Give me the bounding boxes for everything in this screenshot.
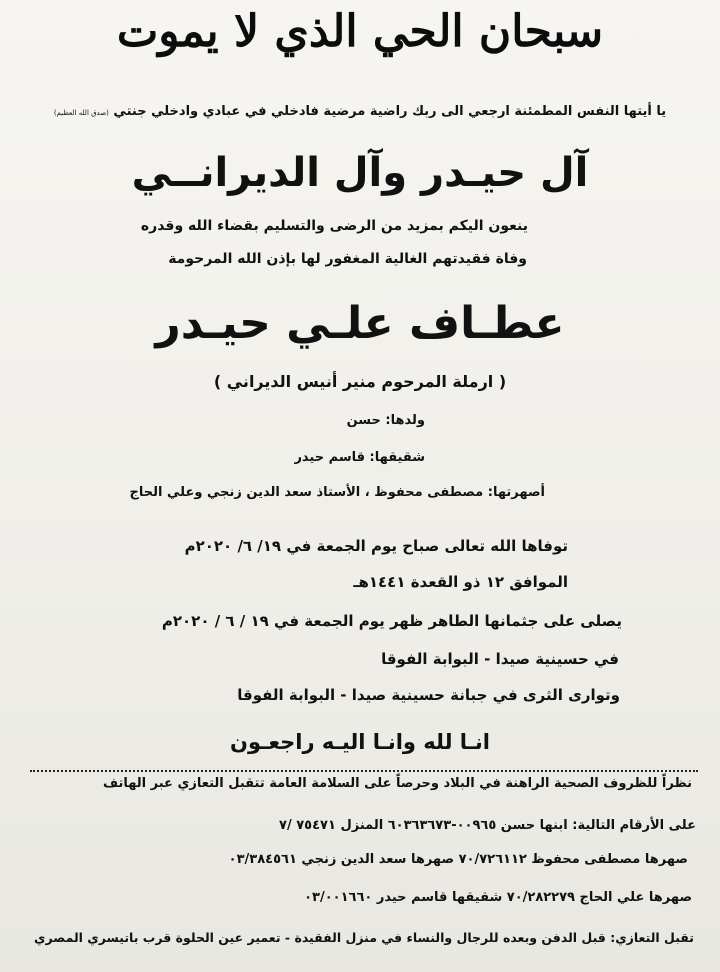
phone-line-1: على الأرقام التالية: ابنها حسن ٠٠٩٦٥-٦٠٣٦٣٦٧٣ المنزل ٧٥٤٧١ /٧ [279,818,696,833]
dotted-divider [30,770,698,772]
widow-of: ( ارملة المرحوم منير أنيس الديراني ) [213,372,507,391]
burial-place: وتوارى الثرى في جبانة حسينية صيدا - البوابة الفوقا [237,686,620,704]
funeral-prayer: يصلى على جثمانها الطاهر ظهر يوم الجمعة في ١٩ / ٦ / ٢٠٢٠م [161,612,622,630]
closing-verse: انـا لله وانـا اليـه راجعـون [230,730,490,754]
condolences-info: تقبل التعازي: قبل الدفن وبعده للرجال والنساء في منزل الفقيدة - تعمير عين الحلوة قرب باتيسري المصري [34,930,694,945]
intro-line-1: ينعون اليكم بمزيد من الرضى والتسليم بقضاء الله وقدره [140,218,528,234]
hijri-date: الموافق ١٢ ذو القعدة ١٤٤١هـ [353,573,568,591]
quran-verse [0,104,720,119]
phone-line-3: صهرها علي الحاج ٧٠/٢٨٢٢٧٩ شقيقها قاسم حيدر ٠٣/٠٠١٦٦٠ [304,890,692,905]
header-calligraphy: سبحان الحي الذي لا يموت [116,6,604,57]
intro-line-2: وفاة فقيدتهم الغالية المغفور لها بإذن الله المرحومة [168,251,527,267]
relative-brother: شقيقها: قاسم حيدر [294,450,425,465]
phone-line-2: صهرها مصطفى محفوظ ٧٠/٧٢٦١١٢ صهرها سعد الدين زنجي ٠٣/٣٨٤٥٦١ [228,852,688,867]
covid-notice: نظراً للظروف الصحية الراهنة في البلاد وحرصاً على السلامة العامة تتقبل التعازي عبر الهاتف [102,776,692,791]
deceased-name: عطـاف علـي حيـدر [155,298,565,349]
verse-citation: (صدق الله العظيم) [53,109,109,117]
funeral-prayer-place: في حسينية صيدا - البوابة الفوقا [381,650,619,668]
relative-sons-in-law: أصهرتها: مصطفى محفوظ ، الأستاذ سعد الدين زنجي وعلي الحاج [129,485,545,500]
verse-text: يا أيتها النفس المطمئنة ارجعي الى ربك راضية مرضية فادخلي في عبادي وادخلي جنتي [113,104,667,119]
family-name: آل حيـدر وآل الديرانــي [131,150,589,196]
death-date: توفاها الله تعالى صباح يوم الجمعة في ١٩/ ٦/ ٢٠٢٠م [184,537,568,555]
relative-son: ولدها: حسن [346,413,425,428]
